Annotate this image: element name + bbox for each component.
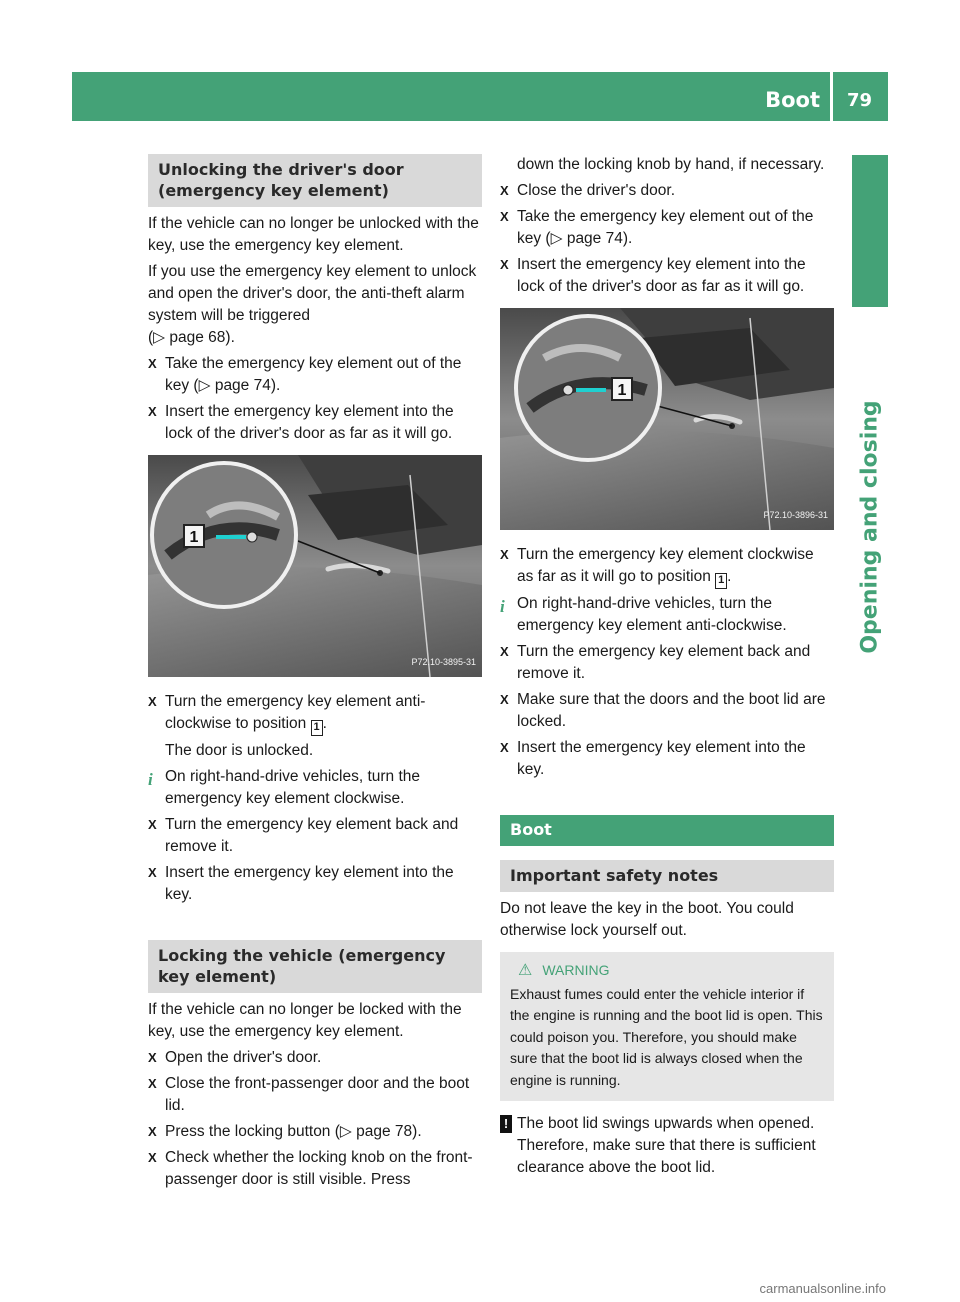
paragraph: If the vehicle can no longer be unlocked with the key, use the emergency key element. — [148, 215, 479, 254]
instruction-step: X Turn the emergency key element back and remove it. — [148, 816, 459, 855]
instruction-step: X Open the driver's door. — [148, 1047, 482, 1069]
page-reference[interactable]: ▷ page 74 — [550, 230, 623, 247]
result-text: The door is unlocked. — [165, 742, 314, 759]
instruction-step: X Insert the emergency key element into the lock of the driver's door as far as it will go. — [500, 256, 806, 295]
chapter-tab — [852, 155, 888, 307]
instruction-step: X Press the locking button (▷ page 78). — [148, 1121, 482, 1143]
step-arrow-icon: X — [148, 1124, 157, 1139]
instruction-step: X Turn the emergency key element back and remove it. — [500, 643, 811, 682]
door-lock-illustration — [148, 455, 482, 677]
instruction-step: X Insert the emergency key element into the lock of the driver's door as far as it will go. — [148, 403, 454, 442]
page-header — [72, 72, 888, 121]
callout-number: 1 — [189, 529, 199, 546]
paragraph: Do not leave the key in the boot. You could otherwise lock yourself out. — [500, 900, 794, 939]
figure-code: P72.10-3895-31 — [411, 657, 476, 667]
section-heading-safety: Important safety notes — [500, 860, 834, 892]
info-note: i On right-hand-drive vehicles, turn the emergency key element anti-clockwise. — [500, 595, 787, 634]
step-arrow-icon: X — [148, 1076, 157, 1091]
exclamation-icon: ! — [500, 1115, 512, 1133]
step-arrow-icon: X — [148, 1150, 157, 1165]
position-number: 1 — [311, 720, 323, 736]
page-reference[interactable]: ▷ page 74 — [198, 377, 271, 394]
info-note: i On right-hand-drive vehicles, turn the emergency key element clockwise. — [148, 768, 421, 807]
step-arrow-icon: X — [500, 740, 509, 755]
section-heading-locking: Locking the vehicle (emergency key element) — [148, 940, 482, 993]
instruction-step: X Close the driver's door. — [500, 180, 834, 202]
figure-code: P72.10-3896-31 — [763, 510, 828, 520]
position-number: 1 — [715, 573, 727, 589]
instruction-step: X Check whether the locking knob on the front-passenger door is still visible. Press — [148, 1149, 473, 1188]
section-heading-unlocking: Unlocking the driver's door (emergency key element) — [148, 154, 482, 207]
step-arrow-icon: X — [500, 692, 509, 707]
header-separator — [830, 72, 833, 121]
instruction-step: X Turn the emergency key element clockwise as far as it will go to position 1 . — [500, 544, 834, 589]
instruction-step: X Insert the emergency key element into the key. — [148, 864, 454, 903]
step-arrow-icon: X — [500, 183, 509, 198]
page-reference[interactable]: ▷ page 78 — [339, 1123, 413, 1140]
instruction-step: X Close the front-passenger door and the boot lid. — [148, 1075, 470, 1114]
door-lock-photo — [148, 455, 482, 677]
info-icon: i — [500, 597, 505, 616]
caution-note: ! The boot lid swings upwards when opened. Therefore, make sure that there is sufficient clearance above the boot lid. — [500, 1113, 834, 1179]
right-column — [500, 154, 834, 1183]
warning-box — [500, 952, 834, 1101]
warning-text: Exhaust fumes could enter the vehicle interior if the engine is running and the boot lid is open. This could poison you. Therefore, you should make sure that the boot lid is always closed when the engine is running. — [510, 985, 823, 1088]
step-arrow-icon: X — [148, 404, 157, 419]
step-arrow-icon: X — [148, 865, 157, 880]
instruction-step: X Take the emergency key element out of the key (▷ page 74). — [148, 355, 462, 394]
instruction-step: X Make sure that the doors and the boot lid are locked. — [500, 691, 826, 730]
warning-title: ⚠ WARNING — [510, 960, 826, 982]
warning-triangle-icon: ⚠ — [518, 962, 533, 979]
door-lock-illustration — [500, 308, 834, 530]
instruction-step: X Take the emergency key element out of the key (▷ page 74). — [500, 208, 814, 247]
callout-number: 1 — [617, 382, 627, 399]
step-arrow-icon: X — [500, 547, 509, 562]
continued-text: down the locking knob by hand, if necessary. — [517, 156, 825, 173]
footer-watermark: carmanualsonline.info — [759, 1281, 886, 1296]
info-icon: i — [148, 770, 153, 789]
step-arrow-icon: X — [148, 694, 157, 709]
page-number: 79 — [846, 90, 872, 111]
instruction-step: X Insert the emergency key element into the key. — [500, 739, 806, 778]
paragraph: If the vehicle can no longer be locked with the key, use the emergency key element. — [148, 1001, 462, 1040]
step-arrow-icon: X — [500, 209, 509, 224]
step-arrow-icon: X — [500, 257, 509, 272]
header-title: Boot — [765, 88, 820, 112]
door-lock-photo — [500, 308, 834, 530]
chapter-label — [842, 312, 898, 742]
left-column — [148, 154, 482, 1195]
step-arrow-icon: X — [148, 1050, 157, 1065]
paragraph: If you use the emergency key element to unlock and open the driver's door, the anti-theft alarm system will be triggered (▷ page 68). — [148, 263, 477, 346]
step-arrow-icon: X — [148, 356, 157, 371]
instruction-step: X Turn the emergency key element anti-clockwise to position 1 . — [148, 691, 482, 736]
step-arrow-icon: X — [148, 817, 157, 832]
step-arrow-icon: X — [500, 644, 509, 659]
section-heading-boot: Boot — [500, 815, 834, 846]
chapter-label-text: Opening and closing — [857, 400, 883, 654]
